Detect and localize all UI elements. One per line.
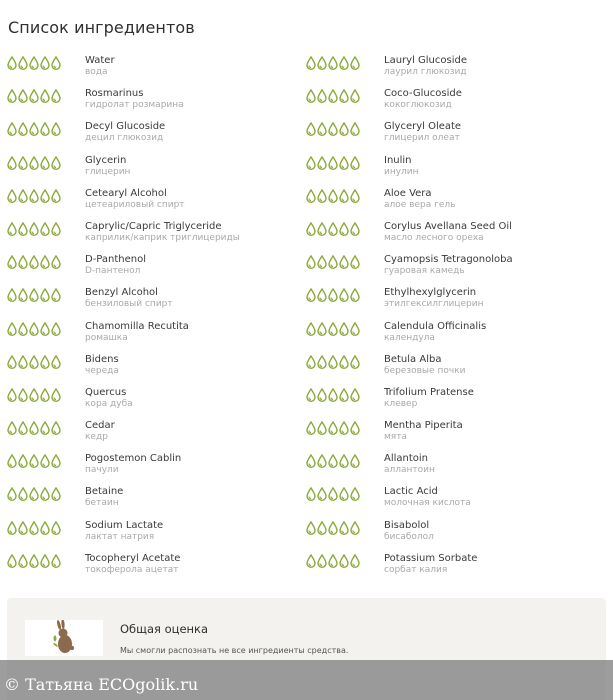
rating-drop-icon: [328, 521, 338, 535]
ingredient-row[interactable]: [7, 82, 297, 115]
rating-drop-icon: [339, 322, 349, 336]
ingredient-translation: этилгексилглицерин: [384, 299, 484, 310]
ingredient-row[interactable]: [306, 49, 606, 82]
rating-drop-icon: [317, 554, 327, 568]
ingredient-translation: каприлик/каприк триглицериды: [85, 232, 240, 243]
ingredient-translation: бензиловый спирт: [85, 299, 173, 310]
ingredient-row[interactable]: [306, 182, 606, 215]
rating-drop-icon: [350, 122, 360, 136]
rating-drop-icon: [7, 554, 17, 568]
ingredient-translation: пачули: [85, 465, 119, 476]
ingredient-translation: череда: [85, 365, 119, 376]
rating-drop-icon: [29, 322, 39, 336]
rating-drop-icon: [40, 156, 50, 170]
rating-drop-icon: [339, 355, 349, 369]
rating-drop-icon: [29, 521, 39, 535]
rating-drops: [7, 89, 61, 103]
rating-drop-icon: [328, 56, 338, 70]
rating-drop-icon: [40, 189, 50, 203]
rating-drop-icon: [29, 388, 39, 402]
rating-drops: [7, 122, 61, 136]
rating-drops: [306, 388, 360, 402]
rating-drop-icon: [51, 288, 61, 302]
rating-drop-icon: [328, 322, 338, 336]
rating-drop-icon: [29, 122, 39, 136]
rating-drop-icon: [18, 89, 28, 103]
rating-drop-icon: [7, 89, 17, 103]
ingredient-name: Glycerin: [85, 154, 127, 166]
ingredient-name: Rosmarinus: [85, 88, 144, 100]
rating-drop-icon: [350, 521, 360, 535]
rating-drop-icon: [18, 322, 28, 336]
rating-drop-icon: [40, 89, 50, 103]
rating-drops: [7, 56, 61, 70]
ingredient-name: Cetearyl Alcohol: [85, 187, 167, 199]
rating-drops: [7, 521, 61, 535]
rating-drop-icon: [339, 255, 349, 269]
rating-drops: [7, 255, 61, 269]
rating-drop-icon: [317, 288, 327, 302]
rating-drop-icon: [29, 288, 39, 302]
rating-drop-icon: [339, 189, 349, 203]
rating-drops: [306, 89, 360, 103]
ingredient-name: Benzyl Alcohol: [85, 287, 158, 299]
rating-drops: [306, 421, 360, 435]
rating-drop-icon: [51, 89, 61, 103]
ingredient-row[interactable]: [306, 315, 606, 348]
ingredient-name: Quercus: [85, 386, 127, 398]
rating-drop-icon: [339, 122, 349, 136]
rating-drop-icon: [7, 222, 17, 236]
rating-drop-icon: [350, 421, 360, 435]
ingredient-translation: бетаин: [85, 498, 119, 509]
rating-drop-icon: [350, 487, 360, 501]
rating-drop-icon: [328, 355, 338, 369]
rating-drop-icon: [51, 487, 61, 501]
ingredient-name: Coco-Glucoside: [384, 88, 462, 100]
rating-drop-icon: [18, 156, 28, 170]
rating-drop-icon: [18, 521, 28, 535]
rating-drop-icon: [306, 189, 316, 203]
rating-drop-icon: [306, 122, 316, 136]
rating-drop-icon: [18, 56, 28, 70]
ingredient-translation: кедр: [85, 432, 108, 443]
rating-drop-icon: [40, 56, 50, 70]
ingredient-translation: кокоглюкозид: [384, 100, 452, 111]
ingredient-row[interactable]: [306, 115, 606, 148]
rating-drop-icon: [7, 56, 17, 70]
rating-drop-icon: [350, 388, 360, 402]
rating-drop-icon: [7, 487, 17, 501]
ingredient-name: Caprylic/Capric Triglyceride: [85, 220, 222, 232]
rating-drops: [7, 487, 61, 501]
ingredient-row[interactable]: [7, 480, 297, 513]
ingredient-name: Chamomilla Recutita: [85, 320, 189, 332]
rating-drop-icon: [339, 89, 349, 103]
rating-drop-icon: [350, 454, 360, 468]
rating-drop-icon: [7, 388, 17, 402]
rating-drop-icon: [350, 222, 360, 236]
rating-drop-icon: [29, 189, 39, 203]
ingredient-translation: аллантоин: [384, 465, 435, 476]
rating-drop-icon: [51, 388, 61, 402]
rating-drops: [7, 156, 61, 170]
rating-drop-icon: [29, 454, 39, 468]
rating-drop-icon: [350, 255, 360, 269]
rating-drop-icon: [40, 388, 50, 402]
rating-drop-icon: [40, 454, 50, 468]
rating-drop-icon: [18, 487, 28, 501]
rating-drop-icon: [339, 288, 349, 302]
rating-drop-icon: [7, 122, 17, 136]
watermark-bar: [0, 660, 613, 700]
ingredient-row[interactable]: [7, 49, 297, 82]
rating-drop-icon: [306, 89, 316, 103]
rating-drop-icon: [350, 89, 360, 103]
rating-drop-icon: [51, 255, 61, 269]
rating-drop-icon: [7, 322, 17, 336]
page-title: Список ингредиентов: [8, 18, 195, 37]
rating-drop-icon: [51, 222, 61, 236]
ingredient-name: Aloe Vera: [384, 187, 432, 199]
ingredient-name: Glyceryl Oleate: [384, 121, 462, 133]
rating-drop-icon: [40, 288, 50, 302]
rating-drops: [7, 355, 61, 369]
rating-drop-icon: [51, 421, 61, 435]
ingredient-translation: гидролат розмарина: [85, 100, 184, 111]
rating-drop-icon: [306, 487, 316, 501]
rabbit-logo: [25, 620, 103, 656]
rating-drop-icon: [51, 554, 61, 568]
ingredient-name: Ethylhexylglycerin: [384, 287, 477, 299]
rating-drop-icon: [51, 355, 61, 369]
rating-drops: [306, 122, 360, 136]
rating-drop-icon: [18, 454, 28, 468]
rating-drop-icon: [306, 288, 316, 302]
rating-drop-icon: [40, 421, 50, 435]
ingredient-translation: масло лесного ореха: [384, 232, 484, 243]
ingredient-name: Tocopheryl Acetate: [85, 552, 181, 564]
rating-drops: [306, 288, 360, 302]
ingredients-left-column: [7, 49, 297, 580]
rating-drop-icon: [29, 156, 39, 170]
rating-drop-icon: [328, 554, 338, 568]
rating-drops: [306, 156, 360, 170]
ingredient-translation: алое вера гель: [384, 199, 456, 210]
rating-drop-icon: [306, 388, 316, 402]
rating-drop-icon: [40, 122, 50, 136]
ingredient-translation: гуаровая камедь: [384, 266, 465, 277]
rating-drop-icon: [7, 189, 17, 203]
ingredient-translation: токоферола ацетат: [85, 564, 179, 575]
rating-drop-icon: [339, 388, 349, 402]
rating-drop-icon: [40, 222, 50, 236]
ingredient-name: Betula Alba: [384, 353, 442, 365]
rating-drop-icon: [306, 355, 316, 369]
rating-drop-icon: [339, 521, 349, 535]
watermark-text: © Татьяна ECOgolik.ru: [4, 675, 199, 694]
ingredient-row[interactable]: [306, 82, 606, 115]
rating-drops: [7, 322, 61, 336]
rating-drops: [7, 222, 61, 236]
rating-drops: [306, 189, 360, 203]
rating-drop-icon: [18, 189, 28, 203]
ingredient-row[interactable]: [306, 447, 606, 480]
rating-drop-icon: [29, 421, 39, 435]
rating-drop-icon: [339, 454, 349, 468]
ingredient-row[interactable]: [306, 414, 606, 447]
rating-drop-icon: [339, 554, 349, 568]
ingredient-row[interactable]: [306, 215, 606, 248]
rating-drop-icon: [51, 56, 61, 70]
ingredient-translation: березовые почки: [384, 365, 466, 376]
rating-drop-icon: [40, 355, 50, 369]
ingredient-translation: глицерин: [85, 166, 131, 177]
ingredient-translation: кора дуба: [85, 398, 133, 409]
ingredient-name: Corylus Avellana Seed Oil: [384, 220, 512, 232]
rating-drop-icon: [328, 388, 338, 402]
ingredient-translation: бисаболол: [384, 531, 434, 542]
rating-drop-icon: [18, 421, 28, 435]
ingredient-name: Water: [85, 55, 115, 66]
ingredient-translation: вода: [85, 67, 108, 77]
rating-drops: [306, 454, 360, 468]
ingredient-row[interactable]: [306, 547, 606, 580]
rating-drop-icon: [350, 355, 360, 369]
rating-drop-icon: [7, 288, 17, 302]
rating-drop-icon: [328, 222, 338, 236]
rating-drop-icon: [317, 388, 327, 402]
ingredient-row[interactable]: [7, 281, 297, 314]
ingredient-row[interactable]: [306, 514, 606, 547]
ingredient-name: Lauryl Glucoside: [384, 55, 467, 66]
rating-drop-icon: [29, 222, 39, 236]
ingredient-translation: ромашка: [85, 332, 128, 343]
ingredient-row[interactable]: [306, 281, 606, 314]
rating-drop-icon: [339, 222, 349, 236]
ingredient-name: Sodium Lactate: [85, 519, 164, 531]
rating-drop-icon: [339, 487, 349, 501]
rating-drop-icon: [306, 156, 316, 170]
ingredient-name: Calendula Officinalis: [384, 320, 487, 332]
rating-drop-icon: [306, 56, 316, 70]
rating-drop-icon: [317, 255, 327, 269]
rating-drop-icon: [40, 322, 50, 336]
rating-drop-icon: [306, 421, 316, 435]
rating-drop-icon: [29, 487, 39, 501]
rating-drops: [7, 288, 61, 302]
rating-drops: [7, 421, 61, 435]
ingredient-translation: цетеариловый спирт: [85, 199, 185, 210]
rating-drop-icon: [339, 156, 349, 170]
rating-drop-icon: [339, 56, 349, 70]
ingredient-name: Trifolium Pratense: [384, 386, 474, 398]
ingredient-row[interactable]: [7, 182, 297, 215]
ingredient-row[interactable]: [7, 414, 297, 447]
ingredient-name: Betaine: [85, 486, 124, 498]
rating-drop-icon: [40, 255, 50, 269]
rating-drops: [306, 56, 360, 70]
rating-drops: [306, 521, 360, 535]
ingredient-row[interactable]: [7, 248, 297, 281]
rating-drop-icon: [306, 554, 316, 568]
rating-drop-icon: [317, 487, 327, 501]
rating-drop-icon: [51, 122, 61, 136]
rating-drop-icon: [317, 89, 327, 103]
rating-drop-icon: [328, 89, 338, 103]
rating-drop-icon: [29, 554, 39, 568]
ingredient-row[interactable]: [7, 215, 297, 248]
rating-drop-icon: [350, 56, 360, 70]
rating-drop-icon: [18, 255, 28, 269]
rating-drops: [7, 454, 61, 468]
rating-drop-icon: [328, 421, 338, 435]
ingredient-row[interactable]: [306, 348, 606, 381]
ingredient-name: Bidens: [85, 353, 119, 365]
ingredient-row[interactable]: [7, 315, 297, 348]
rating-drop-icon: [7, 421, 17, 435]
rating-drop-icon: [29, 56, 39, 70]
ingredient-row[interactable]: [7, 381, 297, 414]
rating-drop-icon: [51, 156, 61, 170]
rating-drop-icon: [317, 421, 327, 435]
rating-drop-icon: [18, 554, 28, 568]
rating-drop-icon: [29, 89, 39, 103]
ingredient-name: Inulin: [384, 154, 412, 166]
rating-drop-icon: [306, 521, 316, 535]
rating-drop-icon: [350, 288, 360, 302]
rating-drop-icon: [317, 322, 327, 336]
ingredient-translation: молочная кислота: [384, 498, 471, 509]
rating-drop-icon: [40, 554, 50, 568]
rating-drops: [306, 255, 360, 269]
rating-drop-icon: [51, 189, 61, 203]
ingredient-name: Cyamopsis Tetragonoloba: [384, 254, 513, 266]
ingredient-row[interactable]: [7, 149, 297, 182]
rating-drops: [7, 189, 61, 203]
rating-drop-icon: [306, 454, 316, 468]
ingredient-translation: клевер: [384, 398, 418, 409]
rating-drop-icon: [7, 521, 17, 535]
rating-drops: [306, 222, 360, 236]
rating-drop-icon: [7, 454, 17, 468]
ingredient-row[interactable]: [306, 381, 606, 414]
ingredients-right-column: [306, 49, 606, 580]
rating-drop-icon: [7, 255, 17, 269]
ingredient-translation: D-пантенол: [85, 266, 141, 277]
rabbit-icon: [25, 620, 103, 656]
rating-drops: [306, 322, 360, 336]
rating-drop-icon: [317, 122, 327, 136]
ingredient-row[interactable]: [306, 480, 606, 513]
rating-drops: [306, 487, 360, 501]
ingredient-row[interactable]: [7, 514, 297, 547]
ingredient-row[interactable]: [7, 547, 297, 580]
rating-drop-icon: [306, 222, 316, 236]
rating-drop-icon: [328, 255, 338, 269]
rating-drops: [306, 554, 360, 568]
rating-drop-icon: [328, 122, 338, 136]
summary-text: Мы смогли распознать не все ингредиенты средства.: [120, 646, 349, 655]
rating-drop-icon: [51, 322, 61, 336]
ingredient-translation: календула: [384, 332, 435, 343]
ingredient-row[interactable]: [7, 115, 297, 148]
ingredient-row[interactable]: [7, 348, 297, 381]
rating-drop-icon: [51, 454, 61, 468]
summary-title: Общая оценка: [120, 622, 209, 636]
ingredient-translation: сорбат калия: [384, 564, 448, 575]
ingredient-name: Mentha Piperita: [384, 420, 463, 432]
rating-drop-icon: [328, 454, 338, 468]
rating-drop-icon: [29, 255, 39, 269]
rating-drop-icon: [350, 156, 360, 170]
ingredient-translation: инулин: [384, 166, 419, 177]
rating-drop-icon: [40, 521, 50, 535]
rating-drop-icon: [317, 454, 327, 468]
rating-drop-icon: [339, 421, 349, 435]
rating-drop-icon: [317, 222, 327, 236]
ingredient-translation: децил глюкозид: [85, 133, 164, 144]
rating-drops: [7, 554, 61, 568]
ingredient-name: Allantoin: [384, 453, 429, 465]
rating-drop-icon: [18, 388, 28, 402]
rating-drop-icon: [29, 355, 39, 369]
ingredient-name: Lactic Acid: [384, 486, 438, 498]
rating-drop-icon: [317, 521, 327, 535]
ingredient-name: Bisabolol: [384, 519, 430, 531]
ingredient-row[interactable]: [306, 149, 606, 182]
rating-drop-icon: [306, 255, 316, 269]
rating-drop-icon: [328, 189, 338, 203]
ingredient-name: Cedar: [85, 420, 115, 432]
rating-drop-icon: [328, 288, 338, 302]
rating-drop-icon: [40, 487, 50, 501]
ingredient-name: Decyl Glucoside: [85, 121, 166, 133]
rating-drop-icon: [18, 122, 28, 136]
ingredient-translation: лаурил глюкозид: [384, 67, 467, 77]
rating-drop-icon: [350, 322, 360, 336]
ingredient-translation: лактат натрия: [85, 531, 155, 542]
ingredient-translation: глицерил олеат: [384, 133, 460, 144]
rating-drop-icon: [7, 156, 17, 170]
rating-drop-icon: [317, 355, 327, 369]
rating-drop-icon: [317, 156, 327, 170]
ingredient-name: D-Panthenol: [85, 254, 147, 266]
rating-drop-icon: [18, 222, 28, 236]
rating-drop-icon: [328, 487, 338, 501]
ingredient-name: Pogostemon Cablin: [85, 453, 182, 465]
ingredient-translation: мята: [384, 432, 407, 443]
rating-drop-icon: [317, 56, 327, 70]
rating-drop-icon: [51, 521, 61, 535]
rating-drop-icon: [306, 322, 316, 336]
rating-drops: [7, 388, 61, 402]
rating-drop-icon: [18, 288, 28, 302]
rating-drop-icon: [7, 355, 17, 369]
ingredient-row[interactable]: [306, 248, 606, 281]
rating-drop-icon: [350, 554, 360, 568]
rating-drop-icon: [18, 355, 28, 369]
ingredient-name: Potassium Sorbate: [384, 552, 478, 564]
rating-drop-icon: [350, 189, 360, 203]
rating-drop-icon: [317, 189, 327, 203]
ingredient-row[interactable]: [7, 447, 297, 480]
rating-drop-icon: [328, 156, 338, 170]
rating-drops: [306, 355, 360, 369]
